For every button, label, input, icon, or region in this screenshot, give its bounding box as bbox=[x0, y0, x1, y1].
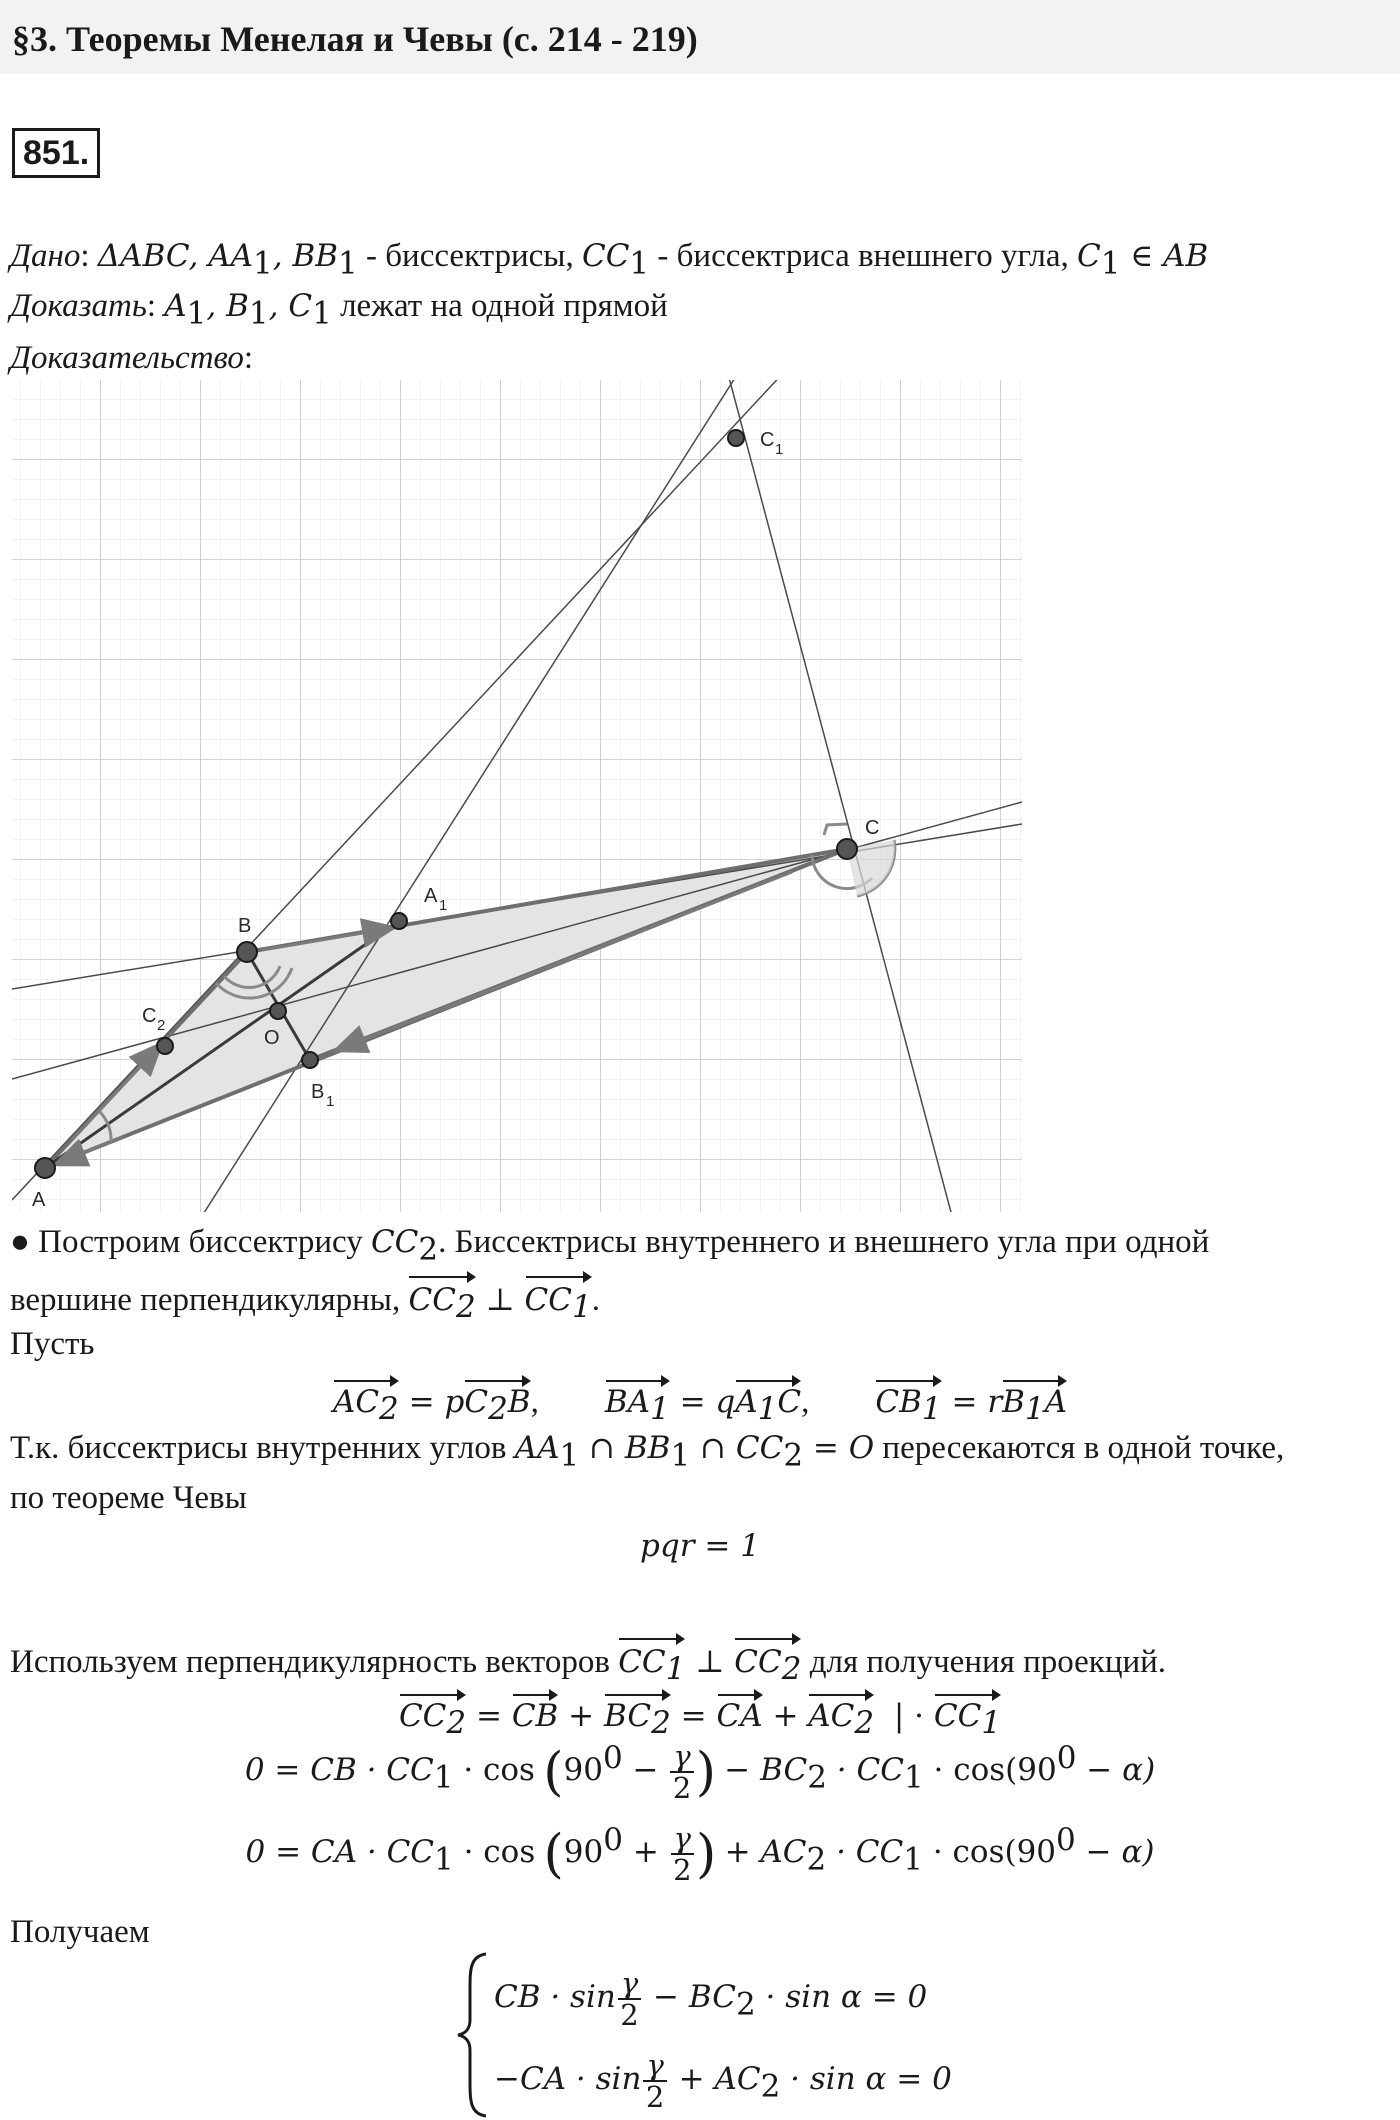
point-C1 bbox=[728, 430, 744, 446]
eq1-tail3: − α) bbox=[1076, 1752, 1156, 1788]
equation-1: 0 = CB · $CC_1 \cdot \cos (90^0$ − $\frac{\gamma}{2}$ ) − $BC_2 \cdot CC_1 \cdot \cos(90^0 - \alpha)$ bbox=[244, 1738, 1156, 1806]
pqr-equation: pqr = 1 bbox=[640, 1528, 760, 1564]
cheva-text-1: Т.к. биссектрисы внутренних углов bbox=[10, 1430, 515, 1466]
sys2-b: + AC bbox=[668, 2061, 761, 2098]
bullet-line-1: ● Построим биссектрису $CC_2$. Биссектрисы внутреннего и внешнего угла при одной bbox=[10, 1224, 1210, 1268]
given-text2: - биссектриса внешнего угла, bbox=[649, 238, 1078, 274]
eq1-cos: · cos bbox=[453, 1752, 535, 1788]
sys1-frac: $\frac{\gamma}{2}$ bbox=[618, 1968, 641, 2031]
eq1-tail: · CC bbox=[826, 1752, 904, 1788]
bullet-text-1: ● Построим биссектрису bbox=[10, 1224, 371, 1260]
prove-b: B bbox=[226, 288, 249, 324]
get-line: Получаем bbox=[10, 1914, 150, 1950]
prove-text: лежат на одной прямой bbox=[331, 288, 668, 324]
given-c1: C bbox=[1077, 238, 1101, 274]
projection-text-1: Используем перпендикулярность векторов bbox=[10, 1644, 619, 1680]
cheva-text-2: пересекаются в одной точке, bbox=[874, 1430, 1285, 1466]
label-C1-sub: 1 bbox=[775, 441, 784, 458]
sys1-c: · sin α = 0 bbox=[755, 1979, 928, 2016]
prove-label: Доказать bbox=[10, 288, 147, 324]
given-bb: BB bbox=[292, 238, 339, 274]
cheva-line-2: по теореме Чевы bbox=[10, 1480, 247, 1516]
given-text1: - биссектрисы, bbox=[357, 238, 582, 274]
eq1-end: − BC bbox=[724, 1752, 808, 1788]
label-O: O bbox=[264, 1027, 280, 1049]
label-C1: C bbox=[760, 429, 775, 451]
vector-sum-line: $CC_2$ = CB + $BC_2$ = CA + $AC_2$ | · $CC_1$ bbox=[0, 1692, 1400, 1741]
ratio-p: p bbox=[444, 1384, 465, 1420]
label-A1-sub: 1 bbox=[439, 897, 448, 914]
point-C bbox=[837, 839, 857, 859]
dot-cc1: | · bbox=[874, 1698, 934, 1734]
bullet-line-2: вершине перпендикулярны, $CC_2$ ⊥ $CC_1$. bbox=[10, 1274, 600, 1327]
problem-number: 851. bbox=[12, 128, 100, 178]
sys2-c: · sin α = 0 bbox=[780, 2061, 952, 2098]
pqr-line bbox=[0, 1528, 1400, 1565]
eq2-tail2: · cos(90 bbox=[922, 1834, 1057, 1870]
point-B bbox=[237, 942, 257, 962]
system-line-2: −CA · sin $\frac{\gamma}{2}$ + $AC_2 \cdot \sin \alpha = 0$ bbox=[494, 2048, 952, 2115]
sys1-a: CB · sin bbox=[494, 1979, 616, 2016]
sys2-a: −CA · sin bbox=[494, 2061, 642, 2098]
eq1-tail2: · cos(90 bbox=[923, 1752, 1057, 1788]
perp-text: вершине перпендикулярны, bbox=[10, 1282, 409, 1318]
proof-label-line: Доказательство: bbox=[10, 340, 254, 376]
given-triangle: ΔABC, AA bbox=[97, 238, 254, 274]
label-A1: A bbox=[424, 885, 438, 907]
system-line-1: CB · sin $\frac{\gamma}{2}$ − $BC_2 \cdot \sin \alpha = 0$ bbox=[494, 1966, 928, 2033]
eq2-cos: · cos bbox=[453, 1834, 536, 1870]
ratio-r: r bbox=[987, 1384, 1003, 1420]
label-B: B bbox=[238, 915, 252, 937]
point-O bbox=[270, 1003, 286, 1019]
system-brace bbox=[452, 1950, 492, 2120]
point-C2 bbox=[157, 1038, 173, 1054]
section-title: §3. Теоремы Менелая и Чевы (с. 214 - 219) bbox=[12, 19, 698, 59]
point-A1 bbox=[391, 913, 407, 929]
point-B1 bbox=[302, 1052, 318, 1068]
given-line: Дано: ΔABC, $AA_1$, $BB_1$ - биссектрисы, $CC_1$ - биссектриса внешнего угла, $C_1$ ∈ AB bbox=[10, 238, 1209, 282]
eq2-tail3: − α) bbox=[1075, 1834, 1155, 1870]
eq2-ninety: 90 bbox=[563, 1834, 604, 1870]
let-line: Пусть bbox=[10, 1326, 95, 1362]
point-A bbox=[35, 1158, 55, 1178]
proof-label: Доказательство bbox=[10, 340, 244, 376]
geometry-figure bbox=[12, 380, 1022, 1212]
projection-line: Используем перпендикулярность векторов $CC_1$ ⊥ $CC_2$ для получения проекций. bbox=[10, 1636, 1166, 1689]
label-B1: B bbox=[311, 1081, 325, 1103]
eq1-deg: 0 bbox=[602, 1740, 623, 1776]
eq2-frac: $\frac{\gamma}{2}$ bbox=[671, 1823, 694, 1886]
given-cc: CC bbox=[581, 238, 630, 274]
eq2-end: + AC bbox=[724, 1834, 807, 1870]
eq2-lhs: 0 = CA · CC bbox=[245, 1834, 435, 1870]
given-label: Дано bbox=[10, 238, 81, 274]
projection-text-2: для получения проекций. bbox=[801, 1644, 1167, 1680]
eq1-ninety: 90 bbox=[563, 1752, 603, 1788]
eq1-lhs: 0 = CB · CC bbox=[244, 1752, 434, 1788]
cheva-line-1: Т.к. биссектрисы внутренних углов $AA_1$ ∩ $BB_1$ ∩ $CC_2 = O$ пересекаются в одной точке, bbox=[10, 1430, 1285, 1474]
ratios-line: $AC_2 = pC_2B$, $BA_1 = qA_1C$, $CB_1 = rB_1A$ bbox=[0, 1378, 1400, 1427]
given-in-ab: ∈ AB bbox=[1120, 238, 1209, 274]
bullet-text-2: . Биссектрисы внутреннего и внешнего угла при одной bbox=[438, 1224, 1210, 1260]
sys1-b: − BC bbox=[643, 1979, 736, 2016]
ratio-q: q bbox=[715, 1384, 736, 1420]
label-C2: C bbox=[142, 1005, 157, 1027]
sys2-frac: $\frac{\gamma}{2}$ bbox=[643, 2050, 666, 2113]
prove-c: C bbox=[288, 288, 313, 324]
label-B1-sub: 1 bbox=[326, 1093, 335, 1110]
label-C2-sub: 2 bbox=[157, 1017, 166, 1034]
eq1-frac: $\frac{\gamma}{2}$ bbox=[670, 1741, 693, 1804]
prove-line: Доказать: $A_1$, $B_1$, $C_1$ лежат на одной прямой bbox=[10, 288, 668, 332]
equation-2: 0 = CA · $CC_1 \cdot \cos (90^0$ + $\frac{\gamma}{2}$ ) + $AC_2 \cdot CC_1 \cdot \cos(90^0 - \alpha)$ bbox=[245, 1820, 1155, 1888]
label-A: A bbox=[32, 1189, 46, 1211]
label-C: C bbox=[865, 817, 880, 839]
prove-a: A bbox=[164, 288, 187, 324]
eq2-tail: · CC bbox=[826, 1834, 904, 1870]
